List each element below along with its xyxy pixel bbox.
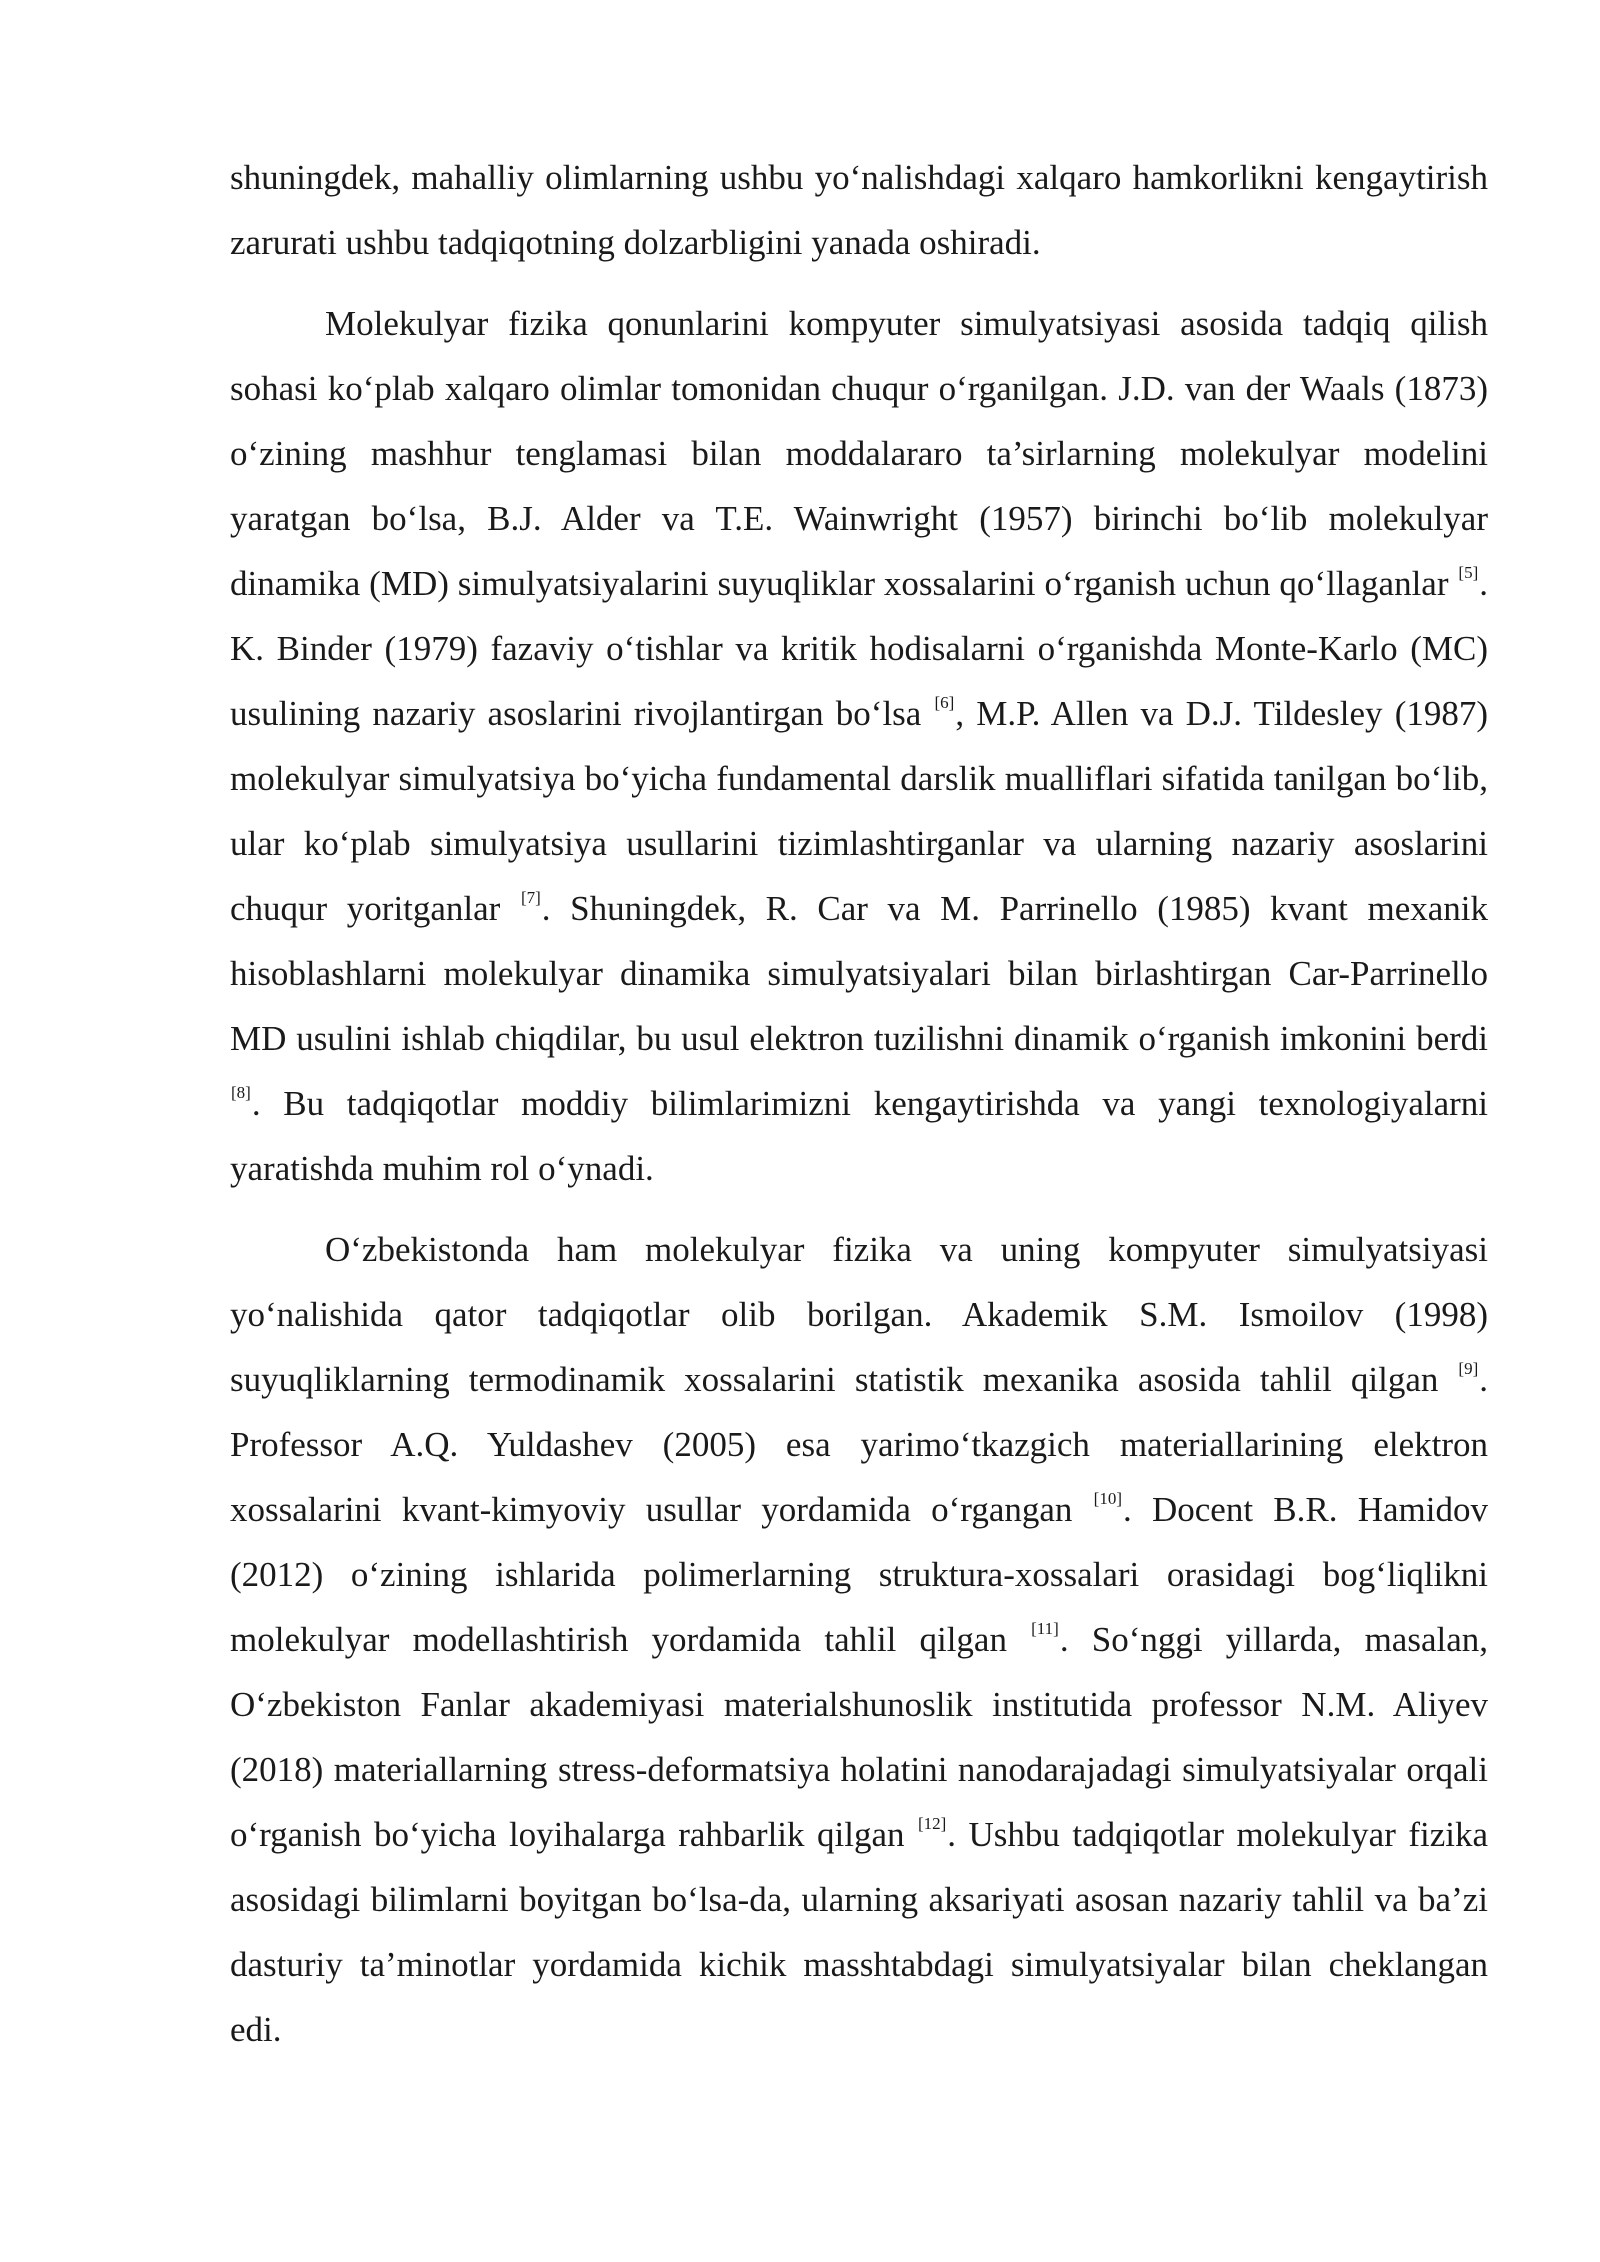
paragraph-3 xyxy=(230,1217,1488,2062)
paragraph-text: . K. Binder (1979) fazaviy o‘tishlar va kritik hodisalarni o‘rganishda Monte-Karlo (MC) usulining nazariy asoslarini rivojlantirgan bo‘lsa xyxy=(230,564,1488,733)
paragraph-text: . Docent B.R. Hamidov (2012) o‘zining ishlarida polimerlarning struktura-xossalari orasidagi bog‘liqlikni molekulyar modellashtirish yordamida tahlil qilgan xyxy=(230,1490,1488,1659)
citation-reference: [8] xyxy=(231,1083,251,1102)
citation-reference: [7] xyxy=(520,888,541,907)
citation-reference: [11] xyxy=(1031,1619,1059,1638)
paragraph-1 xyxy=(230,145,1488,275)
citation-reference: [9] xyxy=(1458,1359,1479,1378)
paragraph-text: shuningdek, mahalliy olimlarning ushbu yo‘nalishdagi xalqaro hamkorlikni kengaytirish zarurati ushbu tadqiqotning dolzarbligini yanada oshiradi. xyxy=(230,158,1488,262)
citation-reference: [10] xyxy=(1093,1489,1122,1508)
citation-reference: [12] xyxy=(917,1814,947,1833)
paragraph-text: . So‘nggi yillarda, masalan, O‘zbekiston Fanlar akademiyasi materialshunoslik institutida professor N.M. Aliyev (2018) materiallarning stress-deformatsiya holatini nanodarajadagi simulyatsiyalar orqali o‘rganish bo‘yicha loyihalarga rahbarlik qilgan xyxy=(230,1620,1488,1854)
paragraph-text: . Professor A.Q. Yuldashev (2005) esa yarimo‘tkazgich materiallarining elektron xossalarini kvant-kimyoviy usullar yordamida o‘rgangan xyxy=(230,1360,1488,1529)
citation-reference: [5] xyxy=(1458,563,1479,582)
document-page xyxy=(230,145,1488,2078)
paragraph-text: . Shuningdek, R. Car va M. Parrinello (1985) kvant mexanik hisoblashlarni molekulyar dinamika simulyatsiyalari bilan birlashtirgan Car-Parrinello MD usulini ishlab chiqdilar, bu usul elektron tuzilishni dinamik o‘rganish imkonini berdi xyxy=(230,889,1488,1058)
paragraph-text: O‘zbekistonda ham molekulyar fizika va uning kompyuter simulyatsiyasi yo‘nalishida qator tadqiqotlar olib borilgan. Akademik S.M. Ismoilov (1998) suyuqliklarning termodinamik xossalarini statistik mexanika asosida tahlil qilgan xyxy=(230,1230,1488,1399)
citation-reference: [6] xyxy=(934,693,955,712)
paragraph-text: Molekulyar fizika qonunlarini kompyuter simulyatsiyasi asosida tadqiq qilish sohasi ko‘plab xalqaro olimlar tomonidan chuqur o‘rganilgan. J.D. van der Waals (1873) o‘zining mashhur tenglamasi bilan moddalararo ta’sirlarning molekulyar modelini yaratgan bo‘lsa, B.J. Alder va T.E. Wainwright (1957) birinchi bo‘lib molekulyar dinamika (MD) simulyatsiyalarini suyuqliklar xossalarini o‘rganish uchun qo‘llaganlar xyxy=(230,304,1488,603)
paragraph-text: . Bu tadqiqotlar moddiy bilimlarimizni kengaytirishda va yangi texnologiyalarni yaratishda muhim rol o‘ynadi. xyxy=(230,1084,1488,1188)
paragraph-text: , M.P. Allen va D.J. Tildesley (1987) molekulyar simulyatsiya bo‘yicha fundamental darslik mualliflari sifatida tanilgan bo‘lib, ular ko‘plab simulyatsiya usullarini tizimlashtirganlar va ularning nazariy asoslarini chuqur yoritganlar xyxy=(230,694,1489,928)
paragraph-2 xyxy=(230,291,1488,1201)
paragraph-text: . Ushbu tadqiqotlar molekulyar fizika asosidagi bilimlarni boyitgan bo‘lsa-da, ularning aksariyati asosan nazariy tahlil va ba’zi dasturiy ta’minotlar yordamida kichik masshtabdagi simulyatsiyalar bilan cheklangan edi. xyxy=(230,1815,1488,2049)
